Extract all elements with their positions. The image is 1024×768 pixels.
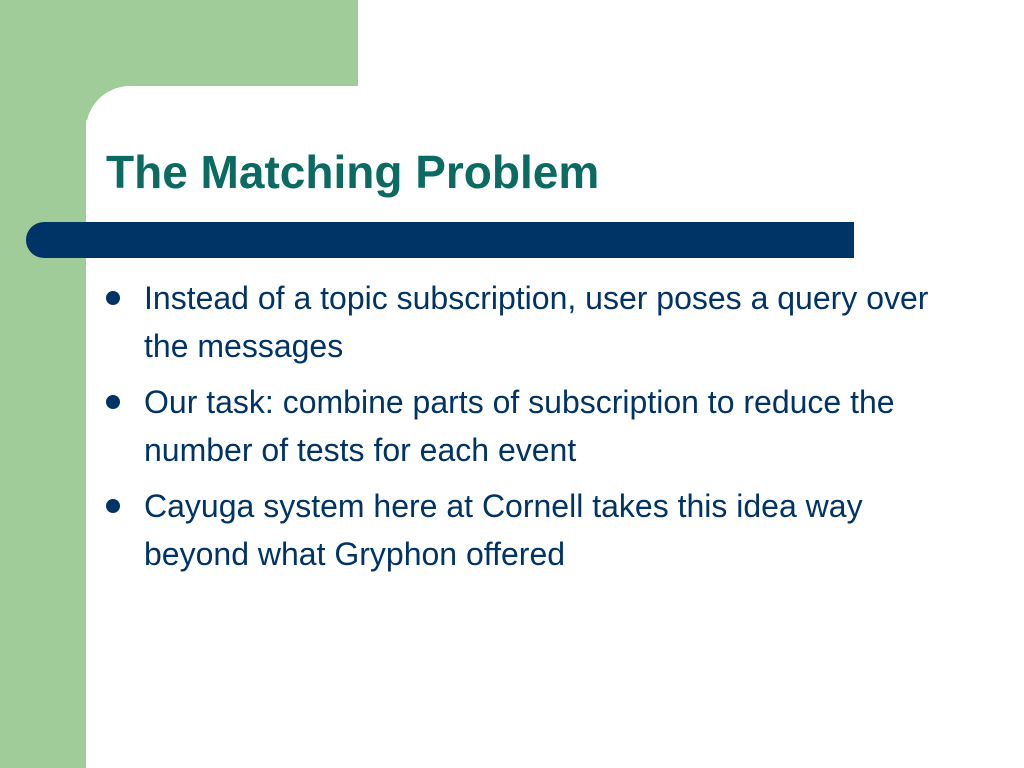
bullet-list	[104, 274, 944, 586]
bullet-text: Instead of a topic subscription, user poses a query over the messages	[144, 280, 929, 364]
bullet-text: Our task: combine parts of subscription to reduce the number of tests for each event	[144, 384, 895, 468]
bullet-dot-icon	[106, 291, 120, 305]
title-underline-bar	[26, 222, 854, 258]
bullet-dot-icon	[106, 395, 120, 409]
bullet-item	[104, 274, 944, 370]
slide-title: The Matching Problem	[106, 146, 600, 198]
decorative-green-left-band	[0, 0, 86, 768]
bullet-item	[104, 378, 944, 474]
bullet-text: Cayuga system here at Cornell takes this idea way beyond what Gryphon offered	[144, 488, 863, 572]
bullet-item	[104, 482, 944, 578]
bullet-dot-icon	[106, 499, 120, 513]
